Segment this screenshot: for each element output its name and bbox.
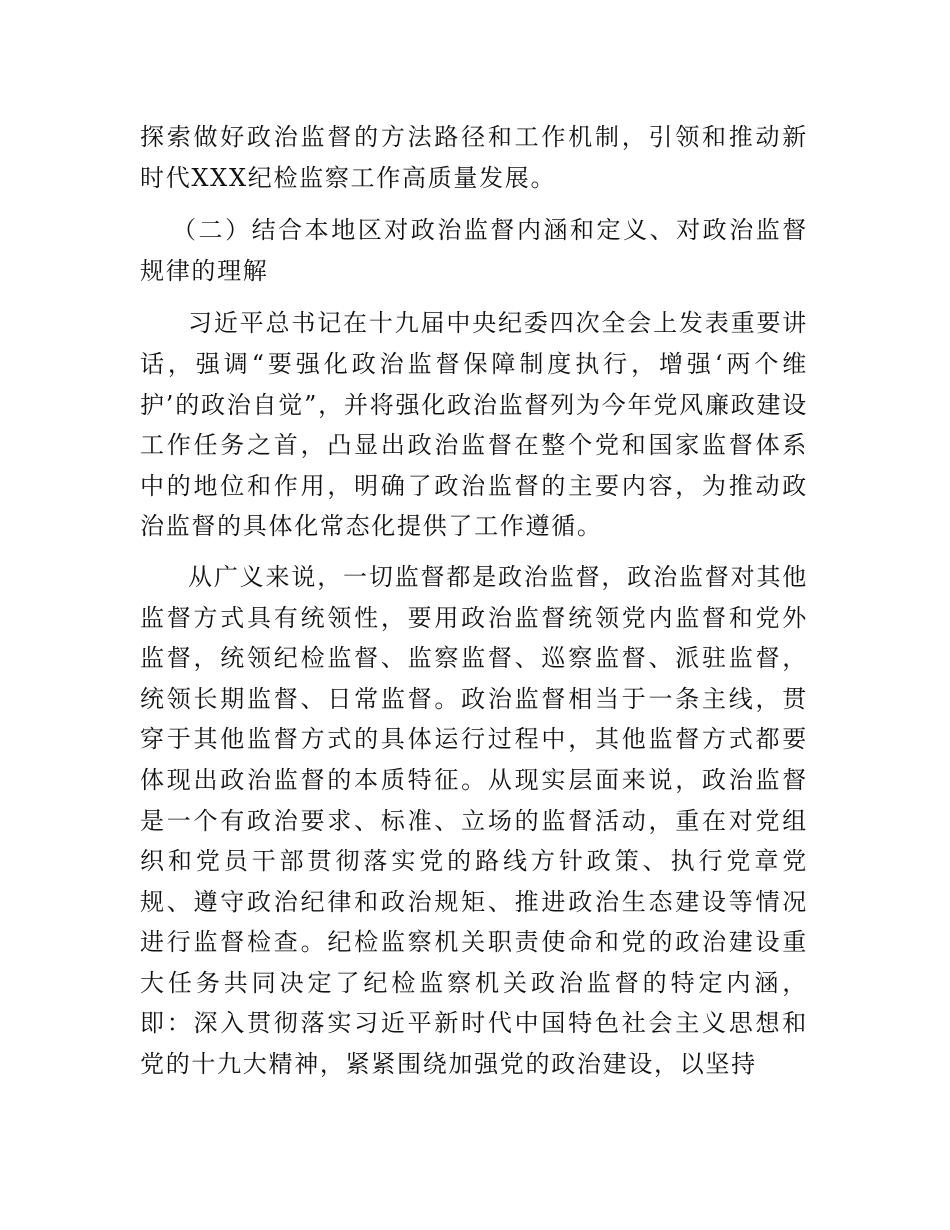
section-heading: （二）结合本地区对政治监督内涵和定义、对政治监督规律的理解 <box>140 216 808 285</box>
body-paragraph: 从广义来说，一切监督都是政治监督，政治监督对其他监督方式具有统领性，要用政治监督统领党内监督和党外监督，统领纪检监督、监察监督、巡察监督、派驻监督，统领长期监督、日常监督。政治监督相当于一条主线，贯穿于其他监督方式的具体运行过程中，其他监督方式都要体现出政治监督的本质特征。从现实层面来说，政治监督是一个有政治要求、标准、立场的监督活动，重在对党组织和党员干部贯彻落实党的路线方针政策、执行党章党规、遵守政治纪律和政治规矩、推进政治生态建设等情况进行监督检查。纪检监察机关职责使命和党的政治建设重大任务共同决定了纪检监察机关政治监督的特定内涵，即：深入贯彻落实习近平新时代中国特色社会主义思想和党的十九大精神，紧紧围绕加强党的政治建设，以坚持 <box>140 562 808 1079</box>
body-paragraph-continuation: 探索做好政治监督的方法路径和工作机制，引领和推动新时代XXX纪检监察工作高质量发展。 <box>140 123 808 192</box>
document-page <box>140 117 808 1085</box>
body-paragraph: 习近平总书记在十九届中央纪委四次全会上发表重要讲话，强调“要强化政治监督保障制度执行，增强‘两个维护’的政治自觉”，并将强化政治监督列为今年党风廉政建设工作任务之首，凸显出政治监督在整个党和国家监督体系中的地位和作用，明确了政治监督的主要内容，为推动政治监督的具体化常态化提供了工作遵循。 <box>140 309 808 541</box>
